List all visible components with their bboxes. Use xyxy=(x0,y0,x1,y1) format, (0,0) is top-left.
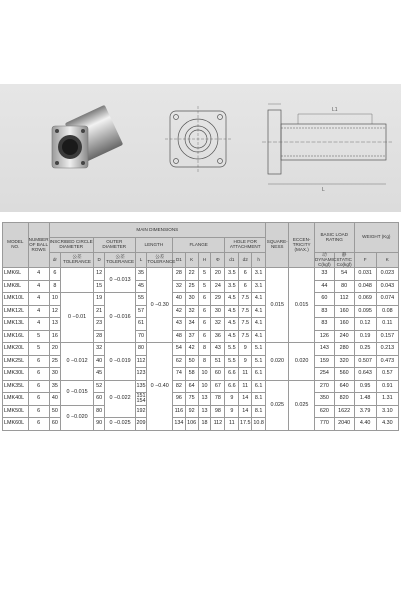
cell-h: 3.1 xyxy=(252,268,266,281)
col-d2: d2 xyxy=(239,253,252,268)
cell-K2: 0.023 xyxy=(376,268,398,281)
cell-D1: 82 xyxy=(172,380,185,393)
cell-H: 13 xyxy=(198,405,211,418)
cell-D: 32 xyxy=(93,343,105,356)
cell-D1: 42 xyxy=(172,305,185,318)
col-squareness: SQUARE-NESS xyxy=(266,223,289,268)
cell-dynamic: 770 xyxy=(314,418,334,431)
cell-dynamic: 620 xyxy=(314,405,334,418)
cell-dynamic: 350 xyxy=(314,393,334,406)
cell-d1: 4.5 xyxy=(225,293,239,306)
cell-balls: 6 xyxy=(28,418,49,431)
cell-K2: 0.91 xyxy=(376,380,398,393)
cell-d1: 6.6 xyxy=(225,380,239,393)
cell-d2: 7.5 xyxy=(239,293,252,306)
col-L-tol: 公差 TOLERANCE xyxy=(147,253,173,268)
col-K2: K xyxy=(376,253,398,268)
cell-squareness: 0.020 xyxy=(266,343,289,381)
cell-h: 10.8 xyxy=(252,418,266,431)
cell-phi: 20 xyxy=(211,268,225,281)
cell-static: 1622 xyxy=(334,405,354,418)
length-l1-dim-label: L1 xyxy=(332,107,338,113)
cell-K: 22 xyxy=(185,268,198,281)
cell-dynamic: 33 xyxy=(314,268,334,281)
cell-eccentricity: 0.025 xyxy=(289,380,315,430)
cell-balls: 4 xyxy=(28,293,49,306)
cell-static: 2040 xyxy=(334,418,354,431)
cell-d1: 5.5 xyxy=(225,355,239,368)
cell-h: 3.1 xyxy=(252,280,266,293)
cell-static: 80 xyxy=(334,280,354,293)
cell-K2: 0.57 xyxy=(376,368,398,381)
cell-K: 106 xyxy=(185,418,198,431)
cell-d1: 4.5 xyxy=(225,305,239,318)
cell-dr: 6 xyxy=(49,268,61,281)
table-row xyxy=(3,380,399,393)
cell-phi: 60 xyxy=(211,368,225,381)
cell-dr: 8 xyxy=(49,280,61,293)
cell-dr: 16 xyxy=(49,330,61,343)
cell-phi: 32 xyxy=(211,318,225,331)
cell-D: 12 xyxy=(93,268,105,281)
cell-balls: 6 xyxy=(28,355,49,368)
cell-dr: 25 xyxy=(49,355,61,368)
cell-L: 35 xyxy=(135,268,147,281)
cell-d1: 3.5 xyxy=(225,280,239,293)
cell-static: 320 xyxy=(334,355,354,368)
cell-D-tolerance: 0 −0.019 xyxy=(105,343,135,381)
cell-model: LMK20L xyxy=(3,343,29,356)
cell-model: LMK12L xyxy=(3,305,29,318)
cell-h: 8.1 xyxy=(252,393,266,406)
cell-d1: 4.5 xyxy=(225,330,239,343)
cell-dynamic: 60 xyxy=(314,293,334,306)
cell-dr-tolerance: 0 −0.012 xyxy=(61,343,94,381)
bearing-side-drawing xyxy=(262,104,392,184)
cell-h: 4.1 xyxy=(252,318,266,331)
cell-h: 5.1 xyxy=(252,343,266,356)
cell-D1: 74 xyxy=(172,368,185,381)
cell-dynamic: 270 xyxy=(314,380,334,393)
cell-L: 123 xyxy=(135,368,147,381)
cell-K2: 0.11 xyxy=(376,318,398,331)
cell-L: 209 xyxy=(135,418,147,431)
cell-balls: 6 xyxy=(28,393,49,406)
cell-model: LMK35L xyxy=(3,380,29,393)
cell-balls: 4 xyxy=(28,318,49,331)
cell-d2: 11 xyxy=(239,380,252,393)
cell-F: 0.048 xyxy=(354,280,376,293)
cell-static: 820 xyxy=(334,393,354,406)
cell-D1: 134 xyxy=(172,418,185,431)
cell-K2: 1.31 xyxy=(376,393,398,406)
cell-phi: 36 xyxy=(211,330,225,343)
cell-dr: 13 xyxy=(49,318,61,331)
cell-d2: 7.5 xyxy=(239,330,252,343)
cell-model: LMK8L xyxy=(3,280,29,293)
cell-H: 5 xyxy=(198,280,211,293)
cell-D: 52 xyxy=(93,380,105,393)
cell-D1: 40 xyxy=(172,293,185,306)
cell-D1: 48 xyxy=(172,330,185,343)
cell-model: LMK10L xyxy=(3,293,29,306)
cell-K2: 0.157 xyxy=(376,330,398,343)
col-dr: dr xyxy=(49,253,61,268)
cell-H: 6 xyxy=(198,330,211,343)
cell-H: 8 xyxy=(198,343,211,356)
cell-dr: 60 xyxy=(49,418,61,431)
cell-D: 23 xyxy=(93,318,105,331)
cell-h: 4.1 xyxy=(252,305,266,318)
cell-model: LMK60L xyxy=(3,418,29,431)
cell-H: 6 xyxy=(198,305,211,318)
cell-H: 6 xyxy=(198,293,211,306)
cell-L: 45 xyxy=(135,280,147,293)
col-K: K xyxy=(185,253,198,268)
cell-K: 37 xyxy=(185,330,198,343)
cell-K: 25 xyxy=(185,280,198,293)
cell-F: 0.031 xyxy=(354,268,376,281)
cell-d2: 9 xyxy=(239,343,252,356)
cell-dr-tolerance: 0 −0.01 xyxy=(61,293,94,343)
cell-model: LMK40L xyxy=(3,393,29,406)
cell-phi: 51 xyxy=(211,355,225,368)
cell-phi: 78 xyxy=(211,393,225,406)
cell-H: 8 xyxy=(198,355,211,368)
cell-K: 32 xyxy=(185,305,198,318)
cell-L: 80 xyxy=(135,343,147,356)
cell-phi: 24 xyxy=(211,280,225,293)
cell-dynamic: 126 xyxy=(314,330,334,343)
cell-d2: 6 xyxy=(239,280,252,293)
cell-D-tolerance: 0 −0.016 xyxy=(105,293,135,343)
cell-K2: 0.473 xyxy=(376,355,398,368)
group-main-dimensions: MAIN DIMENSIONS xyxy=(49,223,266,238)
cell-L: 70 xyxy=(135,330,147,343)
cell-static: 240 xyxy=(334,330,354,343)
cell-L: 192 xyxy=(135,405,147,418)
spec-table xyxy=(2,222,399,431)
cell-static: 560 xyxy=(334,368,354,381)
cell-D1: 54 xyxy=(172,343,185,356)
group-flange: FLANGE xyxy=(172,238,224,253)
cell-dynamic: 159 xyxy=(314,355,334,368)
cell-d1: 5.5 xyxy=(225,343,239,356)
cell-h: 4.1 xyxy=(252,293,266,306)
cell-phi: 67 xyxy=(211,380,225,393)
product-figure-band xyxy=(0,84,401,212)
cell-squareness: 0.015 xyxy=(266,268,289,343)
cell-D1: 43 xyxy=(172,318,185,331)
cell-dr: 30 xyxy=(49,368,61,381)
cell-dr: 10 xyxy=(49,293,61,306)
cell-H: 10 xyxy=(198,380,211,393)
col-balls: NUMBER OF BALL ROWS xyxy=(28,223,49,268)
cell-h: 8.1 xyxy=(252,405,266,418)
cell-static: 54 xyxy=(334,268,354,281)
cell-D1: 28 xyxy=(172,268,185,281)
cell-d2: 6 xyxy=(239,268,252,281)
bearing-photo xyxy=(52,105,123,168)
cell-D: 15 xyxy=(93,280,105,293)
cell-d1: 3.5 xyxy=(225,268,239,281)
cell-d2: 14 xyxy=(239,393,252,406)
cell-L: 151 154 xyxy=(136,392,146,405)
cell-D1: 116 xyxy=(172,405,185,418)
col-static: 静 STATIC Co(kgf) xyxy=(334,253,354,268)
cell-phi: 112 xyxy=(211,418,225,431)
cell-model: LMK13L xyxy=(3,318,29,331)
cell-K: 50 xyxy=(185,355,198,368)
cell-D-tolerance: 0 −0.022 xyxy=(105,380,135,418)
col-D-tol: 公差 TOLERANCE xyxy=(105,253,135,268)
cell-L-tolerance: 0 −0.40 xyxy=(147,343,173,431)
cell-F: 0.095 xyxy=(354,305,376,318)
cell-F: 3.79 xyxy=(354,405,376,418)
cell-K: 34 xyxy=(185,318,198,331)
cell-K: 58 xyxy=(185,368,198,381)
cell-dr-tolerance: 0 −0.015 xyxy=(61,380,94,405)
cell-model: LMK30L xyxy=(3,368,29,381)
cell-balls: 5 xyxy=(28,343,49,356)
cell-d1: 9 xyxy=(225,393,239,406)
cell-balls: 4 xyxy=(28,305,49,318)
cell-L: 57 xyxy=(135,305,147,318)
cell-d2: 17.5 xyxy=(239,418,252,431)
col-inscribed: INSCRIBED CIRCLE DIAMETER xyxy=(49,238,93,253)
cell-balls: 6 xyxy=(28,405,49,418)
cell-F: 0.19 xyxy=(354,330,376,343)
cell-d1: 6.6 xyxy=(225,368,239,381)
col-F: F xyxy=(354,253,376,268)
cell-balls: 6 xyxy=(28,380,49,393)
cell-D-tolerance: 0 −0.025 xyxy=(105,418,135,431)
cell-static: 160 xyxy=(334,318,354,331)
cell-D: 28 xyxy=(93,330,105,343)
cell-squareness: 0.025 xyxy=(266,380,289,430)
cell-K2: 4.30 xyxy=(376,418,398,431)
cell-H: 13 xyxy=(198,393,211,406)
cell-balls: 4 xyxy=(28,280,49,293)
col-dr-tol: 公差 TOLERANCE xyxy=(61,253,94,268)
col-L: L xyxy=(135,253,147,268)
cell-eccentricity: 0.015 xyxy=(289,268,315,343)
cell-d1: 4.5 xyxy=(225,318,239,331)
table-row xyxy=(3,293,399,306)
cell-D: 60 xyxy=(93,393,105,406)
col-d1: d1 xyxy=(225,253,239,268)
col-model: MODEL NO. xyxy=(3,223,29,268)
spec-table-body xyxy=(3,268,399,431)
cell-d2: 7.5 xyxy=(239,318,252,331)
cell-F: 1.48 xyxy=(354,393,376,406)
cell-d2: 11 xyxy=(239,368,252,381)
cell-model: LMK50L xyxy=(3,405,29,418)
cell-model: LMK6L xyxy=(3,268,29,281)
cell-dr: 20 xyxy=(49,343,61,356)
group-hole: HOLE FOR ATTACHMENT xyxy=(225,238,266,253)
cell-dynamic: 44 xyxy=(314,280,334,293)
cell-h: 6.1 xyxy=(252,368,266,381)
cell-H: 6 xyxy=(198,318,211,331)
cell-D1: 62 xyxy=(172,355,185,368)
cell-F: 0.95 xyxy=(354,380,376,393)
cell-D-tolerance: 0 −0.013 xyxy=(105,268,135,293)
cell-K: 75 xyxy=(185,393,198,406)
cell-F: 0.069 xyxy=(354,293,376,306)
col-h: h xyxy=(252,253,266,268)
table-row xyxy=(3,343,399,356)
cell-L: 112 xyxy=(135,355,147,368)
cell-L-tolerance: 0 −0.30 xyxy=(147,268,173,343)
cell-static: 160 xyxy=(334,305,354,318)
cell-F: 0.12 xyxy=(354,318,376,331)
cell-d1: 11 xyxy=(225,418,239,431)
cell-K: 64 xyxy=(185,380,198,393)
cell-static: 640 xyxy=(334,380,354,393)
cell-balls: 6 xyxy=(28,368,49,381)
cell-d2: 7.5 xyxy=(239,305,252,318)
col-D: D xyxy=(93,253,105,268)
cell-K2: 3.10 xyxy=(376,405,398,418)
table-row xyxy=(3,268,399,281)
cell-F: 0.507 xyxy=(354,355,376,368)
cell-K: 42 xyxy=(185,343,198,356)
cell-D: 80 xyxy=(93,405,105,418)
cell-F: 4.40 xyxy=(354,418,376,431)
cell-K2: 0.074 xyxy=(376,293,398,306)
cell-dynamic: 83 xyxy=(314,318,334,331)
cell-dr-tolerance xyxy=(61,268,94,293)
col-D1: D1 xyxy=(172,253,185,268)
cell-dynamic: 254 xyxy=(314,368,334,381)
cell-H: 5 xyxy=(198,268,211,281)
cell-D1: 96 xyxy=(172,393,185,406)
product-illustration xyxy=(0,84,401,212)
group-basic-load-rating: BASIC LOAD RATING xyxy=(314,223,354,253)
length-dim-label: L xyxy=(322,187,325,193)
cell-dr: 50 xyxy=(49,405,61,418)
col-phi: Φ xyxy=(211,253,225,268)
cell-D: 21 xyxy=(93,305,105,318)
table-row xyxy=(3,405,399,418)
cell-D: 19 xyxy=(93,293,105,306)
cell-d1: 9 xyxy=(225,405,239,418)
cell-K2: 0.213 xyxy=(376,343,398,356)
cell-K: 92 xyxy=(185,405,198,418)
cell-D: 45 xyxy=(93,368,105,381)
cell-F: 0.643 xyxy=(354,368,376,381)
cell-h: 5.1 xyxy=(252,355,266,368)
flange-front-drawing xyxy=(165,106,231,172)
cell-K2: 0.08 xyxy=(376,305,398,318)
group-weight: WEIGHT (Kg) xyxy=(354,223,398,253)
cell-d2: 14 xyxy=(239,405,252,418)
cell-D: 40 xyxy=(93,355,105,368)
cell-eccentricity: 0.020 xyxy=(289,343,315,381)
cell-static: 112 xyxy=(334,293,354,306)
col-H: H xyxy=(198,253,211,268)
cell-dr: 40 xyxy=(49,393,61,406)
cell-L: 55 xyxy=(135,293,147,306)
cell-phi: 30 xyxy=(211,305,225,318)
cell-dynamic: 83 xyxy=(314,305,334,318)
cell-static: 280 xyxy=(334,343,354,356)
cell-H: 10 xyxy=(198,368,211,381)
cell-balls: 5 xyxy=(28,330,49,343)
cell-L: 135 xyxy=(135,380,147,393)
cell-dr-tolerance: 0 −0.020 xyxy=(61,405,94,430)
cell-h: 4.1 xyxy=(252,330,266,343)
cell-D1: 32 xyxy=(172,280,185,293)
cell-h: 6.1 xyxy=(252,380,266,393)
cell-dr: 12 xyxy=(49,305,61,318)
col-outer: OUTER DIAMETER xyxy=(93,238,135,253)
cell-model: LMK16L xyxy=(3,330,29,343)
cell-L: 61 xyxy=(135,318,147,331)
cell-K2: 0.043 xyxy=(376,280,398,293)
cell-D: 90 xyxy=(93,418,105,431)
col-eccentricity: ECCEN-TRICITY (MAX.) xyxy=(289,223,315,268)
cell-balls: 4 xyxy=(28,268,49,281)
cell-dr: 35 xyxy=(49,380,61,393)
col-dynamic: 动 DYNAMIC C(kgf) xyxy=(314,252,337,267)
cell-d2: 9 xyxy=(239,355,252,368)
cell-H: 18 xyxy=(198,418,211,431)
cell-phi: 29 xyxy=(211,293,225,306)
cell-F: 0.25 xyxy=(354,343,376,356)
col-length: LENGTH xyxy=(135,238,172,253)
cell-phi: 98 xyxy=(211,405,225,418)
cell-model: LMK25L xyxy=(3,355,29,368)
cell-K: 30 xyxy=(185,293,198,306)
cell-dynamic: 143 xyxy=(314,343,334,356)
cell-phi: 43 xyxy=(211,343,225,356)
